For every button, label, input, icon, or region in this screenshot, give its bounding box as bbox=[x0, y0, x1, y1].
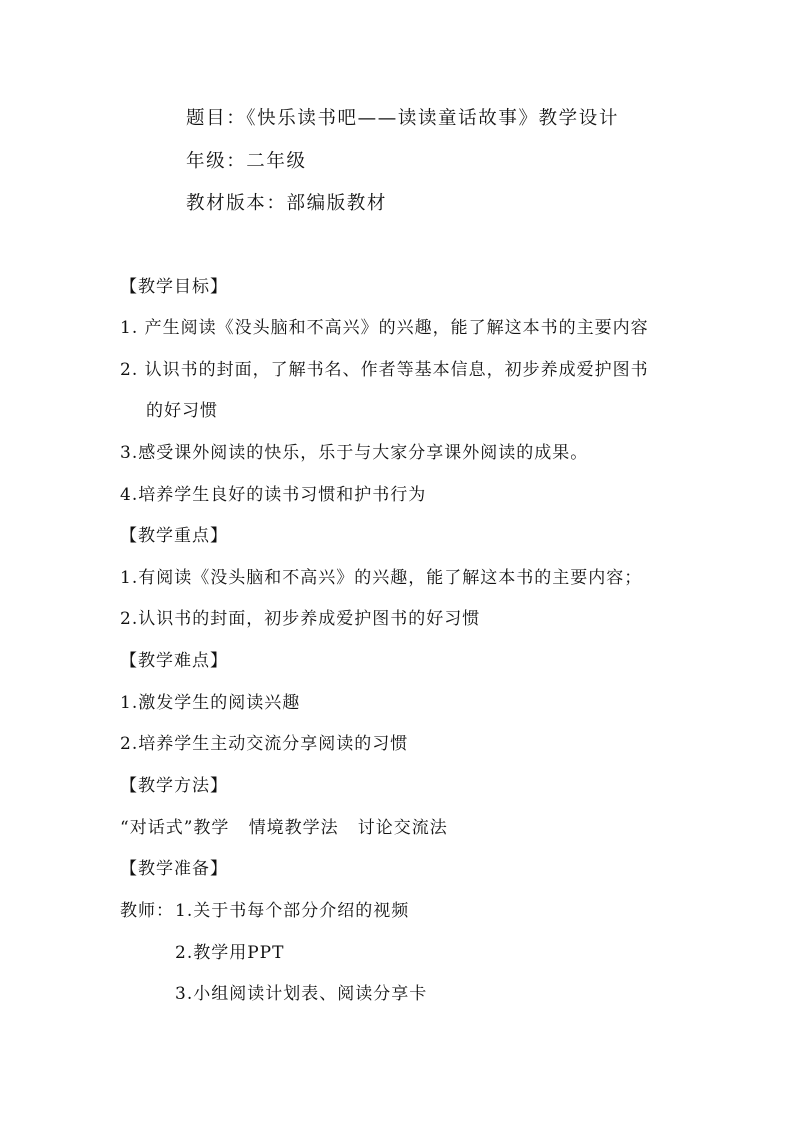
section-heading: 【教学难点】 bbox=[120, 651, 228, 671]
list-item: 1.关于书每个部分介绍的视频 bbox=[175, 901, 410, 921]
list-item: 1.有阅读《没头脑和不高兴》的兴趣，能了解这本书的主要内容； bbox=[120, 568, 643, 588]
section-heading: 【教学目标】 bbox=[120, 277, 228, 297]
list-item: 3.小组阅读计划表、阅读分享卡 bbox=[175, 984, 428, 1004]
methods-text: “对话式”教学 情境教学法 讨论交流法 bbox=[120, 818, 448, 838]
list-item: 3.感受课外阅读的快乐，乐于与大家分享课外阅读的成果。 bbox=[120, 443, 589, 463]
grade-line: 年级：二年级 bbox=[186, 151, 307, 172]
list-item: 2.认识书的封面，初步养成爱护图书的好习惯 bbox=[120, 609, 481, 629]
list-item: 1.激发学生的阅读兴趣 bbox=[120, 693, 301, 713]
list-item: 4.培养学生良好的读书习惯和护书行为 bbox=[120, 485, 427, 505]
section-heading: 【教学方法】 bbox=[120, 776, 228, 796]
teacher-label: 教师： bbox=[120, 901, 174, 921]
list-item: 1. 产生阅读《没头脑和不高兴》的兴趣，能了解这本书的主要内容 bbox=[120, 318, 649, 338]
list-item: 2.教学用PPT bbox=[175, 943, 285, 963]
list-item: 2. 认识书的封面，了解书名、作者等基本信息，初步养成爱护图书 bbox=[120, 360, 649, 380]
document-title: 题目：《快乐读书吧——读读童话故事》教学设计 bbox=[186, 108, 619, 129]
list-item: 2.培养学生主动交流分享阅读的习惯 bbox=[120, 734, 409, 754]
edition-line: 教材版本：部编版教材 bbox=[186, 193, 388, 214]
section-heading: 【教学准备】 bbox=[120, 859, 228, 879]
list-item-continuation: 的好习惯 bbox=[146, 401, 218, 421]
section-heading: 【教学重点】 bbox=[120, 526, 228, 546]
